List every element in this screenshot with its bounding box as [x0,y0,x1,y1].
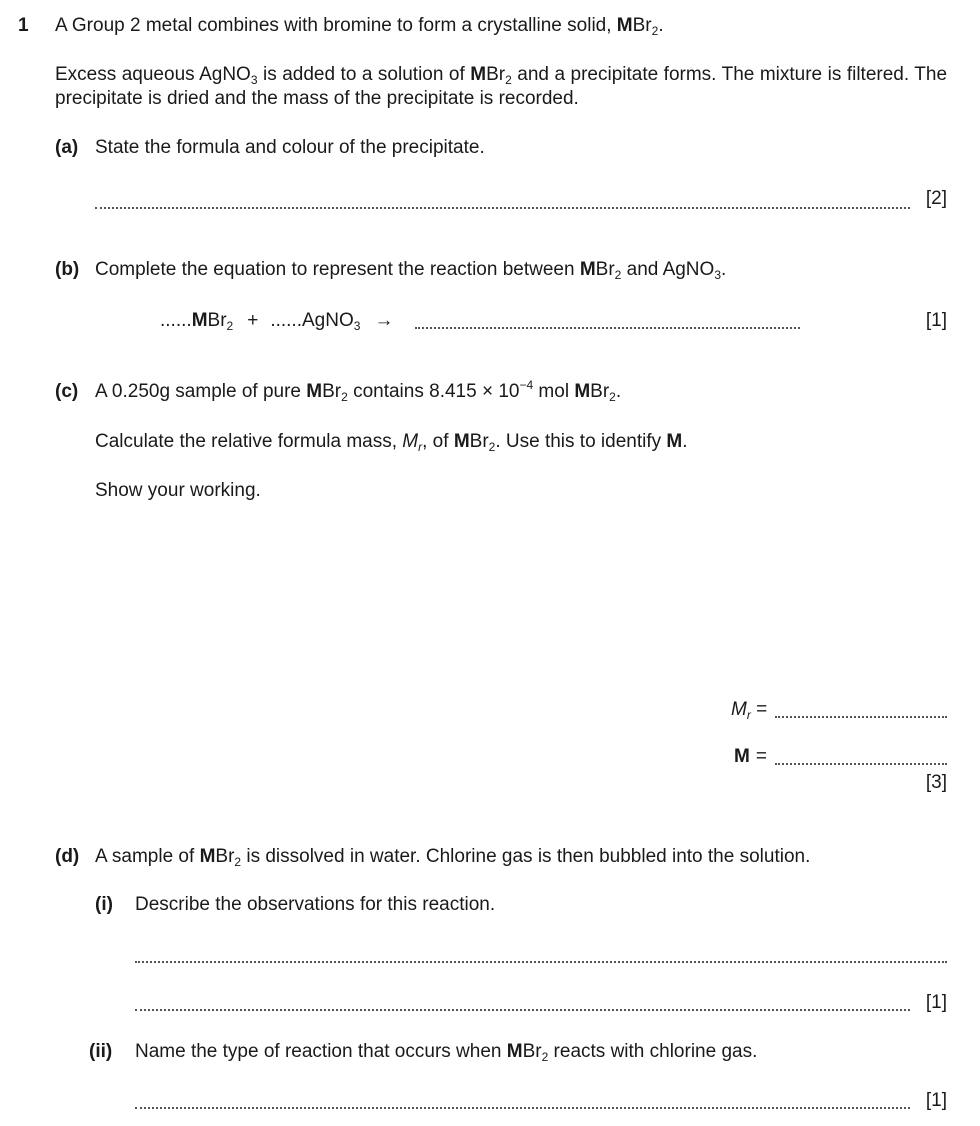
formula-sub: 2 [341,390,348,404]
equals-sign: = [755,746,767,767]
mr-symbol: M [402,431,419,452]
plus-sign: + [247,310,259,331]
formula-sub: 2 [234,855,242,869]
part-d-ii-answer-line[interactable] [135,1107,910,1109]
formula-m: M [734,746,750,767]
formula-m: M [470,64,487,85]
part-b-mark: [1] [925,310,947,331]
part-d-i-answer-line-2[interactable] [135,1009,910,1011]
mr-answer-line[interactable] [775,716,947,718]
part-a-answer-line[interactable] [95,207,910,209]
formula-agno: AgNO [662,259,715,280]
part-c-label: (c) [55,381,79,402]
part-d-text: A sample of [95,846,200,867]
part-d-ii-question [135,1040,757,1064]
full-stop: . [721,259,727,280]
context-text: and a precipitate forms. The mixture is filtered. The precipitate is dried and the mass of the precipitate is recorded. [55,64,948,109]
part-c-unit: g [159,381,171,402]
part-a-mark: [2] [925,188,947,209]
formula-br: Br [469,431,489,452]
part-d-i-question: Describe the observations for this reaction. [135,894,496,915]
part-c-text: sample of pure [170,381,307,402]
formula-sub: 3 [714,268,721,282]
question-number: 1 [18,15,29,36]
context-text: Excess aqueous AgNO [55,64,251,85]
part-d-ii-label: (ii) [89,1041,113,1062]
part-c-text: . Use this to identify [495,431,667,452]
formula-br: Br [522,1041,542,1062]
part-c-text: , of [422,431,454,452]
mr-subscript: r [418,440,423,454]
formula-br: Br [215,846,235,867]
part-d-ii-text: Name the type of reaction that occurs when [135,1041,507,1062]
part-d-question [95,845,810,869]
part-d-text: is dissolved in water. Chlorine gas is then bubbled into the solution. [241,846,811,867]
part-d-ii-text: reacts with chlorine gas. [548,1041,758,1062]
coefficient-blank[interactable]: ...... [160,310,192,331]
part-b-products-line[interactable] [415,327,800,329]
formula-sub: 2 [541,1050,549,1064]
part-b-label: (b) [55,259,80,280]
part-c-text: contains 8.415 × 10 [347,381,520,402]
formula-m: M [453,431,470,452]
coefficient-blank[interactable]: ...... [270,310,302,331]
part-d-ii-mark: [1] [925,1090,947,1111]
reaction-arrow: → [374,310,394,331]
part-c-line2 [95,430,688,454]
formula-br: Br [595,259,615,280]
formula-br: Br [590,381,610,402]
part-d-i-mark: [1] [925,992,947,1013]
formula-m: M [199,846,216,867]
formula-m: M [306,381,323,402]
formula-m: M [574,381,591,402]
full-stop: . [615,381,622,402]
formula-br: Br [322,381,342,402]
part-c-mark: [3] [925,772,947,793]
part-a-question: State the formula and colour of the precipitate. [95,137,485,158]
part-c-text: Calculate the relative formula mass, [95,431,403,452]
part-a-label: (a) [55,137,79,158]
m-answer-line[interactable] [775,763,947,765]
formula-br: Br [207,310,227,331]
formula-sub: 3 [353,319,361,333]
formula-agno: AgNO [302,310,354,331]
mr-symbol: M [731,699,747,720]
part-b-equation [160,309,393,333]
full-stop: . [682,431,688,452]
part-b-question [95,258,726,282]
formula-sub: 2 [488,440,496,454]
mr-answer-label [731,698,767,722]
formula-sub: 2 [609,390,616,404]
part-c-show-working: Show your working. [95,480,261,501]
formula-sub: 2 [226,319,234,333]
formula-m: M [579,259,596,280]
context-text: is added to a solution of [257,64,471,85]
part-c-text: mol [533,381,575,402]
formula-sub: 2 [505,73,512,87]
formula-m: M [191,310,208,331]
question-context-paragraph [55,63,947,111]
mr-subscript: r [746,708,751,722]
formula-br: Br [632,15,652,36]
part-b-text: Complete the equation to represent the reaction between [95,259,580,280]
exponent: −4 [519,378,534,392]
formula-sub: 3 [250,73,258,87]
part-d-label: (d) [55,846,80,867]
m-answer-label [734,745,767,769]
question-intro-line [55,14,664,38]
part-b-text: and [621,259,663,280]
formula-m: M [506,1041,523,1062]
full-stop: . [658,15,664,36]
formula-sub: 2 [614,268,622,282]
formula-br: Br [486,64,506,85]
part-c-text: A 0.250 [95,381,160,402]
formula-m: M [666,431,683,452]
formula-sub: 2 [651,24,659,38]
part-d-i-answer-line-1[interactable] [135,961,947,963]
intro-text: A Group 2 metal combines with bromine to form a crystalline solid, [55,15,617,36]
equals-sign: = [750,699,768,720]
part-d-i-label: (i) [95,894,113,915]
part-c-line1 [95,380,621,404]
formula-m: M [616,15,633,36]
